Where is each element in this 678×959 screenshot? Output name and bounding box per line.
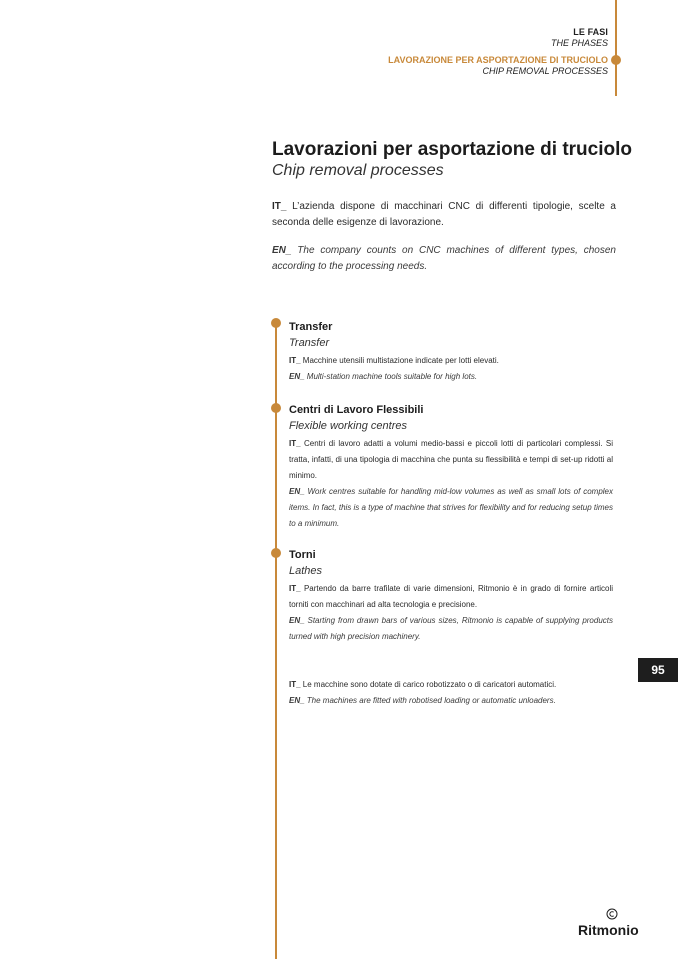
timeline-dot-transfer (271, 318, 281, 328)
note-text-en (289, 693, 613, 709)
section-it-tag: IT_ (289, 356, 301, 365)
page-subtitle: Chip removal processes (272, 162, 444, 179)
timeline-dot-lathes (271, 548, 281, 558)
breadcrumb-subsection: LAVORAZIONE PER ASPORTAZIONE DI TRUCIOLO (388, 55, 608, 65)
section-en-tag: EN_ (289, 616, 305, 625)
page-title: Lavorazioni per asportazione di truciolo (272, 139, 632, 160)
section-it-tag: IT_ (289, 439, 301, 448)
section-en-body: Work centres suitable for handling mid-low volumes as well as small lots of complex items. In fact, this is a type of machine that strives for flexibility and for reducing setup times to a minimum. (289, 487, 613, 528)
section-it-body: Macchine utensili multistazione indicate per lotti elevati. (300, 356, 499, 365)
note-en-tag: EN_ (289, 696, 305, 705)
section-text-en (289, 613, 613, 645)
section-flexible-centres (289, 403, 613, 532)
page-number: 95 (638, 658, 678, 682)
intro-en (272, 243, 616, 275)
intro-it-tag: IT_ (272, 201, 287, 212)
section-it-tag: IT_ (289, 584, 301, 593)
section-en-tag: EN_ (289, 372, 305, 381)
header-timeline-line (615, 0, 617, 96)
section-title-en: Flexible working centres (289, 420, 407, 432)
section-text-it (289, 436, 613, 484)
header-timeline-dot (611, 55, 621, 65)
intro-en-tag: EN_ (272, 245, 292, 256)
brand-name: Ritmonio (578, 922, 639, 938)
section-en-body: Multi-station machine tools suitable for high lots. (304, 372, 478, 381)
section-lathes (289, 548, 613, 645)
section-text-en (289, 369, 613, 385)
section-it-body: Partendo da barre trafilate di varie dimensioni, Ritmonio è in grado di fornire articoli torniti con macchinari ad alta tecnologia e precisione. (289, 584, 613, 609)
note-it-body: Le macchine sono dotate di carico robotizzato o di caricatori automatici. (300, 680, 557, 689)
section-text-it (289, 353, 613, 369)
breadcrumb-section-en: THE PHASES (550, 38, 608, 48)
brand-logo (578, 908, 648, 942)
note-text-it (289, 677, 613, 693)
section-transfer (289, 320, 613, 385)
intro-it-text: L’azienda dispone di macchinari CNC di differenti tipologie, scelte a seconda delle esigenze di lavorazione. (272, 201, 616, 228)
section-text-en (289, 484, 613, 532)
section-title: Centri di Lavoro Flessibili (289, 404, 424, 416)
timeline-line (275, 322, 277, 959)
section-title: Transfer (289, 321, 333, 333)
breadcrumb-section: LE FASI (573, 27, 608, 37)
timeline-dot-flexible-centres (271, 403, 281, 413)
section-title: Torni (289, 549, 316, 561)
section-it-body: Centri di lavoro adatti a volumi medio-bassi e piccoli lotti di particolari complessi. Si tratta, infatti, di una tipologia di macchina che punta su flessibilità e tempi di set-up ridotti al minimo. (289, 439, 613, 480)
breadcrumb-subsection-en: CHIP REMOVAL PROCESSES (482, 66, 608, 76)
note-it-tag: IT_ (289, 680, 301, 689)
intro-it (272, 199, 616, 231)
intro-en-text: The company counts on CNC machines of different types, chosen according to the processing needs. (272, 245, 616, 272)
section-title-en: Transfer (289, 337, 330, 349)
note-en-body: The machines are fitted with robotised loading or automatic unloaders. (304, 696, 556, 705)
section-en-tag: EN_ (289, 487, 305, 496)
section-en-body: Starting from drawn bars of various sizes, Ritmonio is capable of supplying products turned with high precision machinery. (289, 616, 613, 641)
logo-mark-icon (606, 908, 618, 920)
section-title-en: Lathes (289, 565, 323, 577)
section-text-it (289, 581, 613, 613)
breadcrumb (388, 27, 608, 77)
section-note (289, 677, 613, 709)
